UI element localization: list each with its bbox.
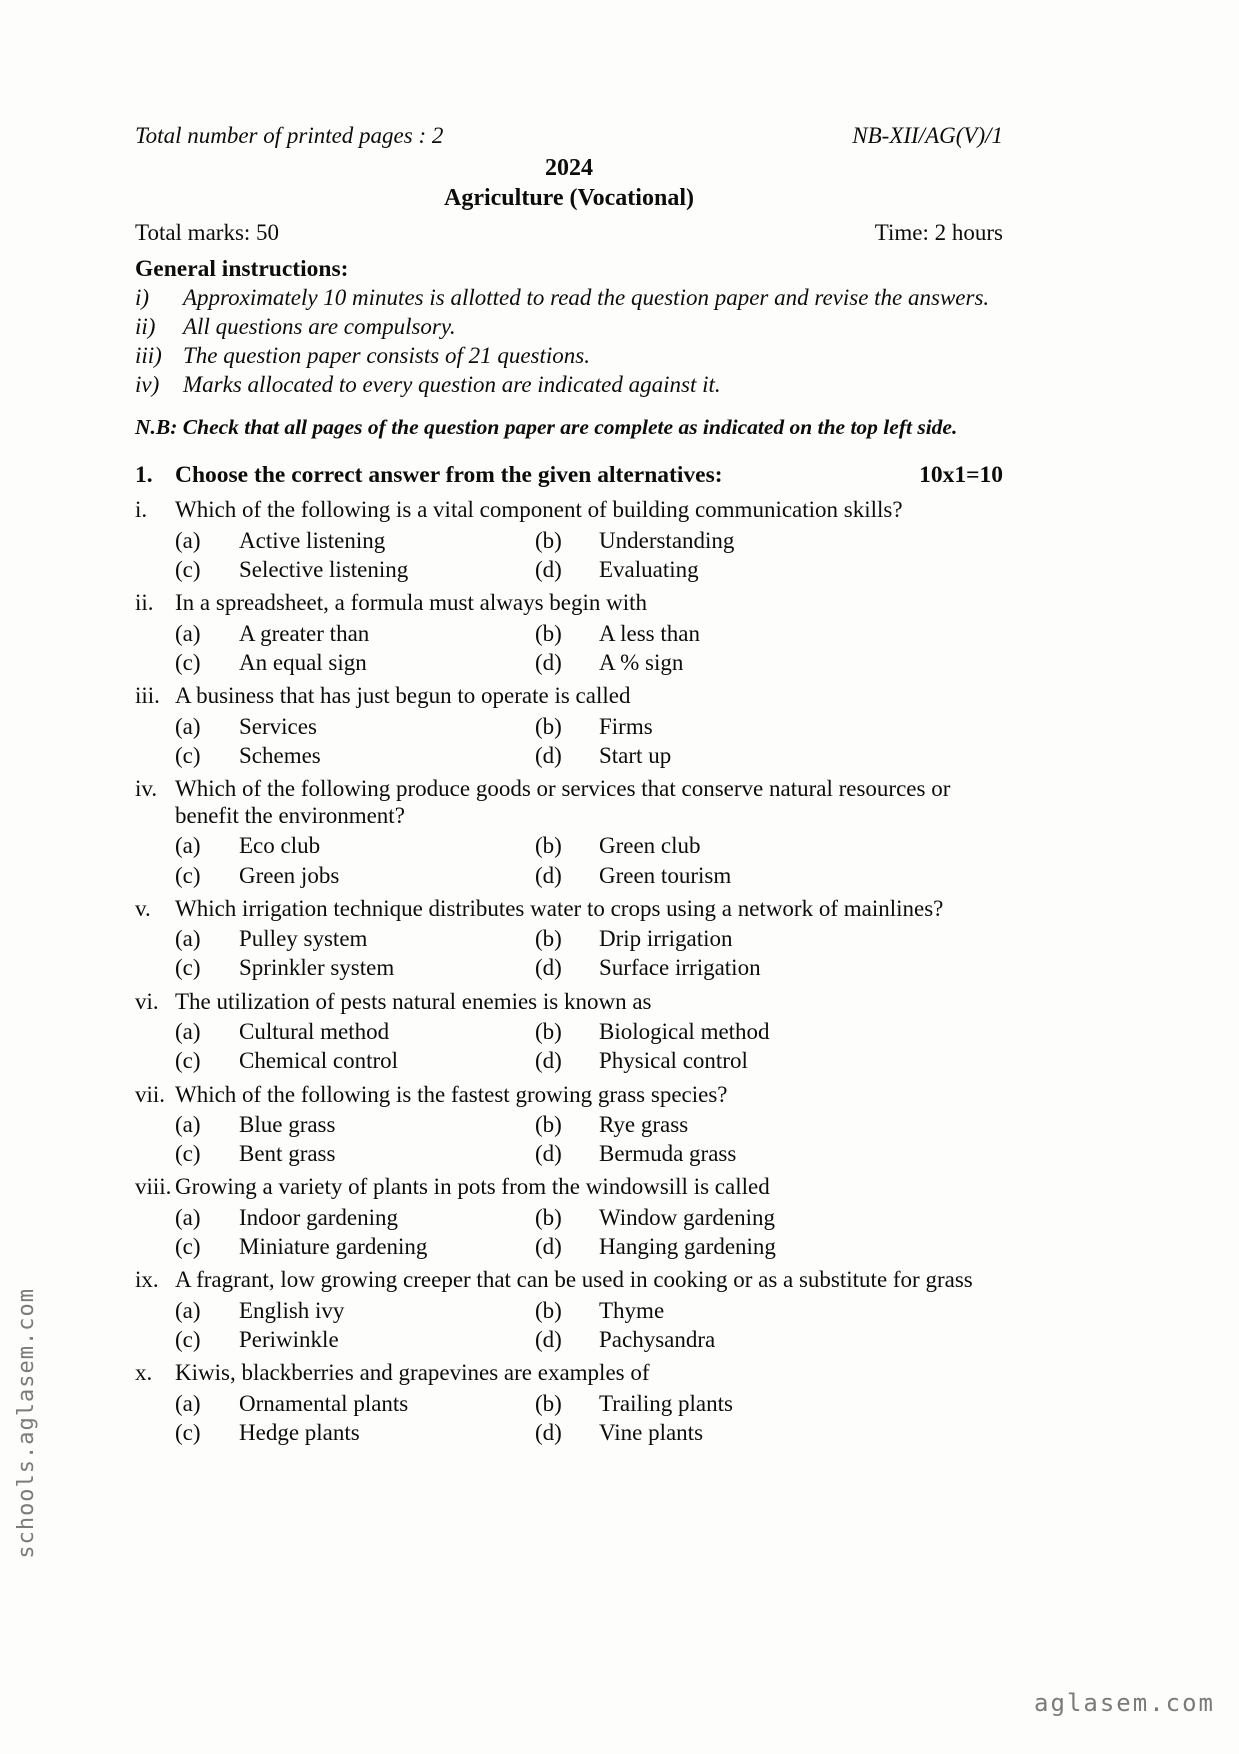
printed-pages-note: Total number of printed pages : 2	[135, 123, 444, 148]
question-number: vi.	[135, 988, 159, 1014]
time-allowed: Time: 2 hours	[874, 220, 1003, 246]
question-text: The utilization of pests natural enemies is known as	[175, 988, 652, 1014]
option-label-c: (c)	[175, 1048, 201, 1074]
option-text-d: Surface irrigation	[599, 955, 761, 981]
mcq-question	[135, 497, 1003, 583]
option-text-b: Biological method	[599, 1019, 770, 1045]
option-label-d: (d)	[535, 1327, 562, 1353]
option-text-c: Green jobs	[239, 862, 340, 888]
option-text-c: Selective listening	[239, 557, 409, 583]
option-label-c: (c)	[175, 955, 201, 981]
option-label-b: (b)	[535, 926, 562, 952]
question-number: v.	[135, 895, 151, 921]
option-text-d: A % sign	[599, 650, 684, 676]
exam-subject: Agriculture (Vocational)	[444, 185, 694, 212]
option-label-b: (b)	[535, 1019, 562, 1045]
mcq-question	[135, 1082, 1003, 1168]
option-label-a: (a)	[175, 926, 201, 952]
question-text: Which of the following is the fastest growing grass species?	[175, 1081, 728, 1107]
options-grid	[175, 1204, 1003, 1260]
question-text: Growing a variety of plants in pots from the windowsill is called	[175, 1174, 770, 1200]
option-label-b: (b)	[535, 620, 562, 646]
mcq-question	[135, 896, 1003, 982]
options-grid	[175, 527, 1003, 583]
mcq-question	[135, 683, 1003, 769]
question-text-row	[135, 1174, 1003, 1201]
option-label-b: (b)	[535, 1298, 562, 1324]
section-1-heading: Choose the correct answer from the given alternatives:	[175, 461, 723, 488]
option-label-d: (d)	[535, 1141, 562, 1167]
option-label-a: (a)	[175, 1112, 201, 1138]
option-label-c: (c)	[175, 1327, 201, 1353]
option-label-a: (a)	[175, 620, 201, 646]
question-number: viii.	[135, 1174, 172, 1200]
option-text-d: Pachysandra	[599, 1327, 716, 1353]
option-label-d: (d)	[535, 1420, 562, 1446]
option-text-d: Green tourism	[599, 862, 732, 888]
option-text-b: Window gardening	[599, 1205, 776, 1231]
instruction-item	[135, 342, 1003, 370]
option-text-d: Hanging gardening	[599, 1234, 776, 1260]
option-text-a: Eco club	[239, 833, 321, 859]
nb-note: N.B: Check that all pages of the question paper are complete as indicated on the top left side.	[135, 415, 958, 440]
mcq-question	[135, 1174, 1003, 1260]
option-label-d: (d)	[535, 862, 562, 888]
option-text-a: English ivy	[239, 1298, 345, 1324]
instruction-number: ii)	[135, 314, 156, 340]
question-text: A fragrant, low growing creeper that can be used in cooking or as a substitute for grass	[175, 1267, 973, 1293]
option-text-d: Start up	[599, 742, 672, 768]
mcq-question	[135, 1267, 1003, 1353]
question-text: A business that has just begun to operate is called	[175, 683, 631, 709]
instruction-item	[135, 284, 1003, 312]
options-grid	[175, 925, 1003, 981]
option-label-b: (b)	[535, 1205, 562, 1231]
instruction-number: iii)	[135, 343, 162, 369]
general-instructions-heading: General instructions:	[135, 255, 349, 282]
option-text-c: Sprinkler system	[239, 955, 395, 981]
option-label-c: (c)	[175, 862, 201, 888]
question-text-row	[135, 1267, 1003, 1294]
option-text-c: Periwinkle	[239, 1327, 339, 1353]
instruction-item	[135, 371, 1003, 399]
option-text-c: Hedge plants	[239, 1420, 360, 1446]
options-grid	[175, 1297, 1003, 1353]
side-watermark: schools.aglasem.com	[14, 1288, 39, 1559]
options-grid	[175, 620, 1003, 676]
options-grid	[175, 713, 1003, 769]
question-text-row	[135, 1082, 1003, 1109]
option-text-c: Miniature gardening	[239, 1234, 428, 1260]
option-label-b: (b)	[535, 833, 562, 859]
option-text-d: Bermuda grass	[599, 1141, 737, 1167]
question-text: Kiwis, blackberries and grapevines are examples of	[175, 1360, 650, 1386]
option-label-a: (a)	[175, 713, 201, 739]
question-text: Which of the following is a vital component of building communication skills?	[175, 497, 903, 523]
option-label-a: (a)	[175, 1019, 201, 1045]
question-number: ii.	[135, 590, 154, 616]
option-label-b: (b)	[535, 1390, 562, 1416]
question-text-row	[135, 989, 1003, 1016]
question-text-row	[135, 497, 1003, 524]
option-label-b: (b)	[535, 713, 562, 739]
option-text-c: Bent grass	[239, 1141, 336, 1167]
instructions-list	[135, 284, 1003, 399]
question-number: i.	[135, 497, 148, 523]
question-number: iii.	[135, 683, 160, 709]
option-label-c: (c)	[175, 557, 201, 583]
option-label-c: (c)	[175, 1420, 201, 1446]
question-text-row	[135, 590, 1003, 617]
section-1-heading-row	[135, 461, 1003, 490]
page-content	[135, 122, 1003, 1446]
option-label-a: (a)	[175, 1298, 201, 1324]
option-text-a: Pulley system	[239, 926, 368, 952]
option-text-a: Indoor gardening	[239, 1205, 399, 1231]
mcq-question	[135, 590, 1003, 676]
option-label-d: (d)	[535, 955, 562, 981]
question-text-row	[135, 683, 1003, 710]
question-number: x.	[135, 1360, 153, 1386]
option-text-b: Drip irrigation	[599, 926, 733, 952]
instruction-text: The question paper consists of 21 questions.	[183, 343, 590, 369]
option-text-c: Chemical control	[239, 1048, 399, 1074]
option-text-a: Cultural method	[239, 1019, 390, 1045]
question-number: iv.	[135, 776, 158, 802]
option-label-b: (b)	[535, 528, 562, 553]
option-text-c: Schemes	[239, 742, 321, 768]
mcq-question	[135, 1360, 1003, 1446]
option-label-c: (c)	[175, 1234, 201, 1260]
option-label-a: (a)	[175, 1390, 201, 1416]
option-label-a: (a)	[175, 1205, 201, 1231]
questions-list	[135, 497, 1003, 1446]
question-number: vii.	[135, 1081, 166, 1107]
exam-year: 2024	[545, 154, 593, 181]
instruction-text: Approximately 10 minutes is allotted to read the question paper and revise the answers.	[183, 284, 990, 310]
option-text-a: Blue grass	[239, 1112, 336, 1138]
option-label-c: (c)	[175, 742, 201, 768]
top-header-row	[135, 122, 1003, 150]
section-1-number: 1.	[135, 461, 153, 488]
option-text-a: Services	[239, 713, 317, 739]
option-label-d: (d)	[535, 650, 562, 676]
instruction-text: All questions are compulsory.	[183, 314, 456, 340]
options-grid	[175, 1111, 1003, 1167]
option-label-c: (c)	[175, 650, 201, 676]
mcq-question	[135, 776, 1003, 889]
option-text-b: Thyme	[599, 1298, 665, 1324]
option-text-b: A less than	[599, 620, 700, 646]
instruction-item	[135, 313, 1003, 341]
total-marks: Total marks: 50	[135, 220, 280, 246]
option-text-b: Rye grass	[599, 1112, 689, 1138]
bottom-watermark: aglasem.com	[1034, 1689, 1215, 1718]
option-label-a: (a)	[175, 528, 201, 553]
section-1-marks: 10x1=10	[919, 461, 1003, 488]
question-text-row	[135, 896, 1003, 923]
option-label-d: (d)	[535, 742, 562, 768]
instruction-text: Marks allocated to every question are indicated against it.	[183, 372, 721, 398]
option-text-a: Active listening	[239, 528, 386, 553]
option-text-c: An equal sign	[239, 650, 367, 676]
options-grid	[175, 1390, 1003, 1446]
question-number: ix.	[135, 1267, 159, 1293]
paper-code: NB-XII/AG(V)/1	[852, 123, 1003, 148]
question-text: Which irrigation technique distributes water to crops using a network of mainlines?	[175, 895, 944, 921]
option-text-d: Evaluating	[599, 557, 699, 583]
marks-time-row	[135, 219, 1003, 247]
option-label-d: (d)	[535, 557, 562, 583]
option-label-b: (b)	[535, 1112, 562, 1138]
instruction-number: i)	[135, 284, 150, 310]
mcq-question	[135, 989, 1003, 1075]
option-text-b: Trailing plants	[599, 1390, 733, 1416]
question-text-row	[135, 776, 1003, 829]
options-grid	[175, 1018, 1003, 1074]
option-text-a: A greater than	[239, 620, 370, 646]
option-label-d: (d)	[535, 1048, 562, 1074]
option-label-a: (a)	[175, 833, 201, 859]
options-grid	[175, 832, 1003, 888]
option-text-a: Ornamental plants	[239, 1390, 409, 1416]
option-text-d: Physical control	[599, 1048, 748, 1074]
option-text-b: Firms	[599, 713, 653, 739]
question-text: In a spreadsheet, a formula must always begin with	[175, 590, 648, 616]
question-text: Which of the following produce goods or services that conserve natural resources or benefit the environment?	[175, 776, 951, 828]
option-text-b: Green club	[599, 833, 701, 859]
question-text-row	[135, 1360, 1003, 1387]
option-label-c: (c)	[175, 1141, 201, 1167]
option-text-d: Vine plants	[599, 1420, 704, 1446]
option-label-d: (d)	[535, 1234, 562, 1260]
instruction-number: iv)	[135, 372, 160, 398]
option-text-b: Understanding	[599, 528, 735, 553]
